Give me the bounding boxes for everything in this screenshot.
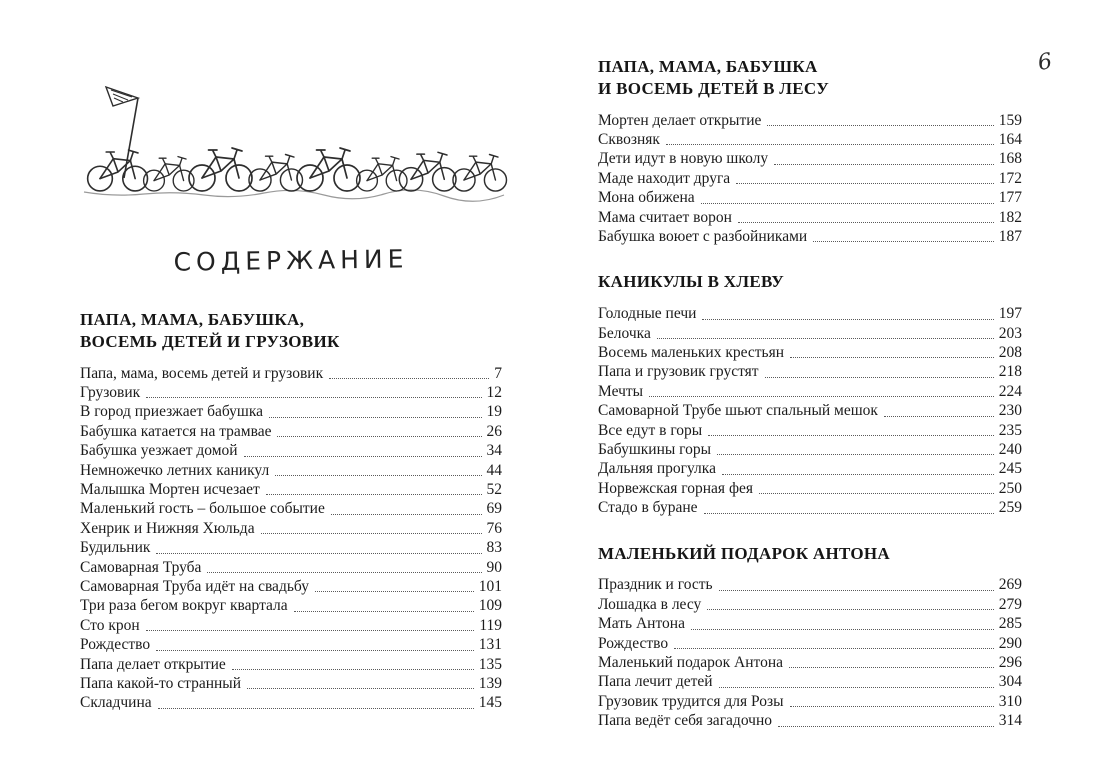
entry-page-number: 224 [998, 382, 1022, 400]
entry-title: Папа ведёт себя загадочно [598, 712, 773, 730]
entry-page-number: 101 [478, 577, 502, 595]
entry-page-number: 26 [486, 422, 502, 440]
toc-entry [80, 364, 502, 383]
toc-entry [598, 382, 1022, 401]
dot-leader [146, 630, 475, 631]
entry-page-number: 285 [998, 615, 1022, 633]
entry-page-number: 34 [486, 442, 502, 460]
toc-entry [80, 577, 502, 596]
entry-title: Малышка Мортен исчезает [80, 480, 260, 498]
section-title: МАЛЕНЬКИЙ ПОДАРОК АНТОНА [598, 543, 891, 563]
dot-leader [708, 435, 994, 436]
entry-title: Дети идут в новую школу [598, 150, 769, 168]
entry-page-number: 76 [486, 519, 502, 537]
entry-page-number: 182 [998, 208, 1022, 226]
dot-leader [657, 338, 994, 339]
section-title: КАНИКУЛЫ В ХЛЕВУ [598, 272, 784, 292]
dot-leader [277, 436, 481, 437]
dot-leader [275, 475, 481, 476]
entry-title: Будильник [80, 539, 151, 557]
dot-leader [146, 397, 481, 398]
entry-title: Бабушка уезжает домой [80, 442, 238, 460]
dot-leader [244, 456, 482, 457]
toc-entry [598, 711, 1022, 730]
entry-title: Маленький подарок Антона [598, 653, 784, 671]
entry-title: Восемь маленьких крестьян [598, 343, 785, 361]
toc-entry [80, 461, 502, 480]
dot-leader [261, 533, 482, 534]
entry-page-number: 235 [998, 421, 1022, 439]
entry-page-number: 245 [998, 460, 1022, 478]
entry-title: Папа, мама, восемь детей и грузовик [80, 364, 324, 382]
entry-page-number: 304 [998, 673, 1022, 691]
entry-page-number: 83 [486, 539, 502, 557]
left-sections [80, 309, 502, 713]
entry-title: Мортен делает открытие [598, 111, 762, 129]
dot-leader [719, 590, 994, 591]
toc-entry [598, 421, 1022, 440]
toc-entry [598, 575, 1022, 594]
entry-title: Папа и грузовик грустят [598, 363, 759, 381]
dot-leader [884, 416, 994, 417]
entry-page-number: 187 [998, 227, 1022, 245]
entry-title: Грузовик трудится для Розы [598, 692, 784, 710]
section-title: ПАПА, МАМА, БАБУШКА И ВОСЕМЬ ДЕТЕЙ В ЛЕСУ [598, 57, 830, 98]
toc-entry [80, 655, 502, 674]
toc-entry [598, 498, 1022, 517]
dot-leader [156, 553, 481, 554]
toc-entry [598, 595, 1022, 614]
dot-leader [759, 493, 994, 494]
entry-page-number: 197 [998, 305, 1022, 323]
dot-leader [158, 708, 474, 709]
dot-leader [232, 669, 474, 670]
section-title: ПАПА, МАМА, БАБУШКА, ВОСЕМЬ ДЕТЕЙ И ГРУЗОВИК [80, 310, 340, 351]
entry-page-number: 177 [998, 189, 1022, 207]
right-sections [598, 56, 1022, 731]
toc-entry [598, 304, 1022, 323]
entry-title: Мама считает ворон [598, 208, 732, 226]
dot-leader [666, 144, 994, 145]
entry-title: Лошадка в лесу [598, 595, 702, 613]
toc-section [598, 543, 1022, 731]
dot-leader [294, 611, 474, 612]
right-page [598, 56, 1022, 756]
entry-page-number: 279 [998, 595, 1022, 613]
entry-title: Все едут в горы [598, 421, 703, 439]
toc-entry [598, 130, 1022, 149]
dot-leader [649, 396, 994, 397]
dot-leader [329, 378, 489, 379]
entry-page-number: 230 [998, 402, 1022, 420]
entry-title: Голодные печи [598, 305, 697, 323]
entry-page-number: 90 [486, 558, 502, 576]
entry-page-number: 164 [998, 130, 1022, 148]
toc-entry [598, 111, 1022, 130]
entry-title: В город приезжает бабушка [80, 403, 264, 421]
entry-title: Бабушка катается на трамвае [80, 422, 272, 440]
toc-entry [80, 441, 502, 460]
toc-entry [80, 499, 502, 518]
entry-page-number: 52 [486, 480, 502, 498]
toc-entry [598, 149, 1022, 168]
entry-title: Грузовик [80, 383, 141, 401]
left-page [80, 0, 522, 738]
entry-page-number: 208 [998, 343, 1022, 361]
entry-title: Складчина [80, 694, 152, 712]
entry-page-number: 109 [478, 597, 502, 615]
entry-page-number: 19 [486, 403, 502, 421]
toc-entry [598, 672, 1022, 691]
entry-page-number: 135 [478, 655, 502, 673]
dot-leader [767, 125, 993, 126]
toc-entry [598, 401, 1022, 420]
entry-title: Хенрик и Нижняя Хюльда [80, 519, 255, 537]
entry-title: Белочка [598, 324, 651, 342]
toc-entry [598, 169, 1022, 188]
entry-page-number: 290 [998, 634, 1022, 652]
toc-entry [598, 653, 1022, 672]
toc-entry [80, 674, 502, 693]
entry-page-number: 240 [998, 440, 1022, 458]
dot-leader [765, 377, 994, 378]
toc-entry [80, 538, 502, 557]
dot-leader [774, 164, 994, 165]
dot-leader [701, 203, 994, 204]
dot-leader [247, 688, 474, 689]
dot-leader [156, 650, 474, 651]
toc-entry [598, 692, 1022, 711]
entry-title: Норвежская горная фея [598, 479, 753, 497]
entry-page-number: 172 [998, 169, 1022, 187]
entry-page-number: 310 [998, 692, 1022, 710]
toc-entry [598, 634, 1022, 653]
toc-entry [80, 596, 502, 615]
handwritten-page-number: 6 [1035, 48, 1055, 77]
toc-entry [598, 479, 1022, 498]
entry-page-number: 159 [998, 111, 1022, 129]
entry-title: Папа какой-то странный [80, 675, 242, 692]
entry-page-number: 296 [998, 653, 1022, 671]
toc-entry [80, 635, 502, 654]
entry-title: Маленький гость – большое событие [80, 500, 325, 518]
entry-title: Бабушкины горы [598, 440, 712, 458]
dot-leader [674, 648, 994, 649]
toc-entry [80, 616, 502, 635]
entry-page-number: 139 [478, 675, 502, 692]
entry-title: Рождество [80, 636, 151, 654]
toc-section [598, 271, 1022, 517]
toc-entry [80, 383, 502, 402]
entry-title: Папа делает открытие [80, 655, 226, 673]
toc-entry [598, 324, 1022, 343]
entry-title: Папа лечит детей [598, 673, 713, 691]
entry-page-number: 12 [486, 383, 502, 401]
entry-title: Сквозняк [598, 130, 660, 148]
entry-title: Сто крон [80, 616, 140, 634]
dot-leader [722, 474, 994, 475]
entry-page-number: 269 [998, 576, 1022, 594]
entry-page-number: 7 [494, 364, 502, 382]
entry-page-number: 145 [478, 694, 502, 712]
entry-title: Бабушка воюет с разбойниками [598, 227, 808, 245]
dot-leader [813, 241, 994, 242]
dot-leader [736, 183, 994, 184]
entry-title: Мона обижена [598, 189, 695, 207]
entry-title: Стадо в буране [598, 499, 698, 517]
entry-title: Самоварная Труба [80, 558, 202, 576]
dot-leader [315, 591, 474, 592]
entry-title: Самоварной Трубе шьют спальный мешок [598, 402, 878, 420]
entry-page-number: 250 [998, 479, 1022, 497]
toc-entry [80, 519, 502, 538]
toc-entry [80, 558, 502, 577]
dot-leader [719, 687, 994, 688]
toc-entry [80, 480, 502, 499]
toc-entry [598, 227, 1022, 246]
flag [106, 87, 138, 106]
dot-leader [778, 726, 994, 727]
entry-page-number: 69 [486, 500, 502, 518]
toc-section [598, 56, 1022, 246]
dot-leader [790, 357, 994, 358]
entry-page-number: 168 [998, 150, 1022, 168]
dot-leader [717, 454, 994, 455]
entry-title: Немножечко летних каникул [80, 461, 270, 479]
dot-leader [707, 609, 994, 610]
dot-leader [789, 667, 994, 668]
toc-entry [598, 614, 1022, 633]
toc-entry [598, 208, 1022, 227]
dot-leader [738, 222, 994, 223]
entry-page-number: 44 [486, 461, 502, 479]
entry-page-number: 259 [998, 499, 1022, 517]
dot-leader [691, 629, 994, 630]
entry-title: Мать Антона [598, 615, 685, 633]
contents-heading: СОДЕРЖАНИЕ [173, 244, 409, 277]
entry-page-number: 218 [998, 363, 1022, 381]
toc-entry [598, 343, 1022, 362]
dot-leader [331, 514, 482, 515]
toc-entry [598, 459, 1022, 478]
toc-entry [80, 402, 502, 421]
dot-leader [269, 417, 481, 418]
entry-page-number: 119 [479, 616, 502, 634]
entry-title: Рождество [598, 634, 669, 652]
entry-title: Маде находит друга [598, 169, 731, 187]
entry-title: Самоварная Труба идёт на свадьбу [80, 577, 309, 595]
toc-entry [598, 188, 1022, 207]
dot-leader [702, 319, 993, 320]
toc-entry [80, 693, 502, 712]
entry-page-number: 131 [478, 636, 502, 654]
dot-leader [790, 706, 994, 707]
toc-entry [598, 362, 1022, 381]
bicycles-illustration [80, 78, 520, 210]
dot-leader [207, 572, 481, 573]
entry-title: Мечты [598, 382, 644, 400]
toc-entry [598, 440, 1022, 459]
ground-line [84, 190, 504, 201]
dot-leader [266, 494, 482, 495]
entry-page-number: 203 [998, 324, 1022, 342]
toc-section [80, 309, 502, 713]
entry-title: Три раза бегом вокруг квартала [80, 597, 288, 615]
entry-page-number: 314 [998, 712, 1022, 730]
dot-leader [704, 513, 994, 514]
entry-title: Дальняя прогулка [598, 460, 716, 478]
toc-entry [80, 422, 502, 441]
entry-title: Праздник и гость [598, 576, 713, 594]
